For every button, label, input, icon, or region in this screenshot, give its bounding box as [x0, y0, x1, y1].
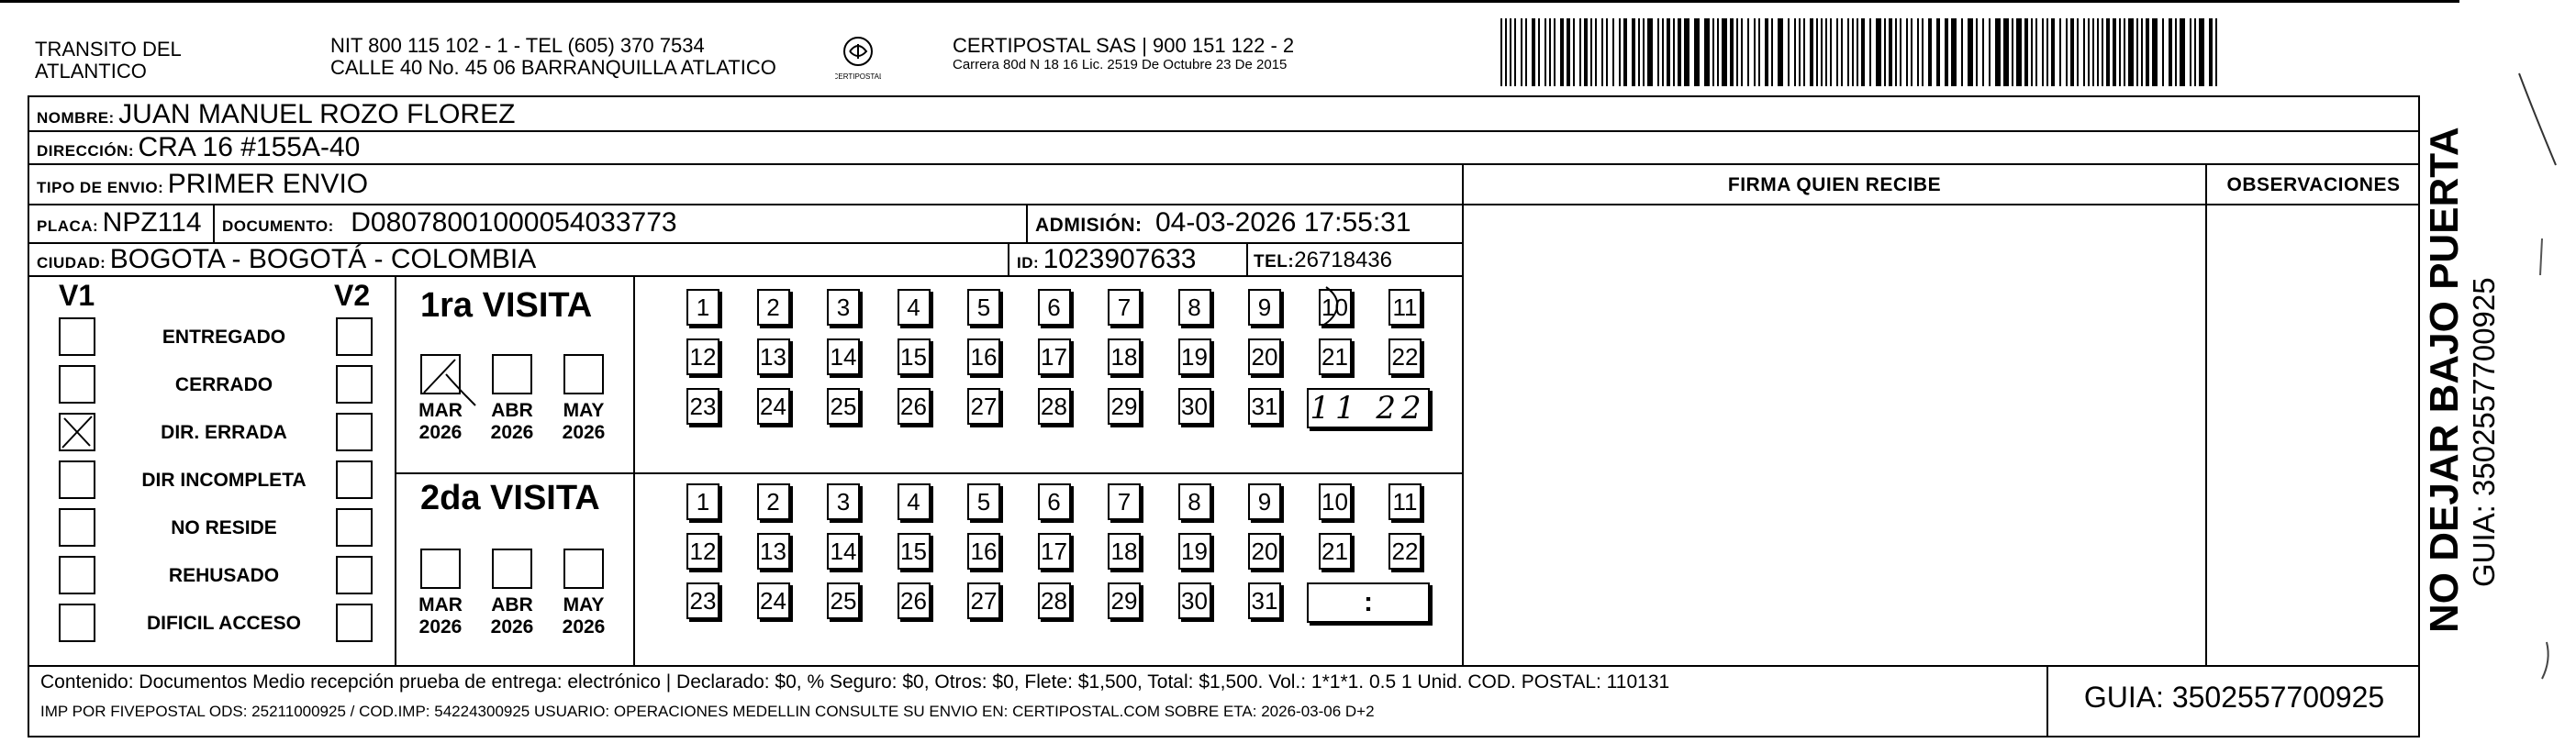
visit2-month-checkbox[interactable] — [563, 549, 604, 589]
barcode-bar — [2106, 18, 2110, 86]
barcode-bar — [1968, 18, 1973, 86]
barcode-bar — [1662, 18, 1664, 86]
barcode-bar — [1704, 18, 1710, 86]
barcode-bar — [1601, 18, 1603, 86]
barcode-bar — [1982, 18, 1984, 86]
visit2-day-box[interactable]: 3 — [827, 483, 860, 520]
license-line: Carrera 80d N 18 16 Lic. 2519 De Octubre 23 De 2015 — [953, 57, 1288, 72]
visit2-day-box[interactable]: 12 — [686, 533, 719, 570]
visit1-day-box[interactable]: 8 — [1178, 289, 1211, 326]
month-name: ABR — [491, 400, 533, 421]
visit2-day-box[interactable]: 14 — [827, 533, 860, 570]
barcode-bar — [1532, 18, 1535, 86]
barcode-bar — [1989, 18, 1991, 86]
barcode-bar — [1895, 18, 1897, 86]
visit2-day-box[interactable]: 30 — [1178, 582, 1211, 619]
cell-divider — [1008, 242, 1009, 275]
visit1-day-box[interactable]: 22 — [1388, 338, 1422, 375]
status-label: NO RESIDE — [171, 517, 277, 538]
row-divider — [28, 163, 2420, 165]
status-v1-checkbox[interactable] — [59, 413, 95, 451]
visit2-month-label — [413, 594, 468, 638]
visit2-day-box[interactable]: 8 — [1178, 483, 1211, 520]
row-divider — [28, 275, 1464, 277]
visit2-day-box[interactable]: 26 — [898, 582, 931, 619]
visit1-day-box[interactable]: 29 — [1108, 388, 1141, 425]
barcode-bar — [1976, 18, 1978, 86]
barcode-bar — [1861, 18, 1865, 86]
panel-divider — [395, 275, 396, 665]
documento-field — [222, 207, 677, 238]
visit2-day-box[interactable]: 2 — [757, 483, 790, 520]
visit1-day-box[interactable]: 1 — [686, 289, 719, 326]
nombre-label: NOMBRE: — [37, 109, 115, 127]
visit2-day-box[interactable]: 20 — [1248, 533, 1281, 570]
certipostal-logo — [835, 33, 881, 90]
visit2-day-box[interactable]: 17 — [1038, 533, 1071, 570]
visit1-day-box[interactable]: 14 — [827, 338, 860, 375]
visit2-day-box[interactable]: 22 — [1388, 533, 1422, 570]
visit2-day-box[interactable]: 16 — [967, 533, 1000, 570]
carrier-info — [953, 35, 1294, 73]
barcode-bar — [1841, 18, 1843, 86]
tipo-label: TIPO DE ENVIO: — [37, 179, 164, 196]
visit1-day-box[interactable]: 15 — [898, 338, 931, 375]
month-name: ABR — [491, 594, 533, 615]
barcode-bar — [2092, 18, 2094, 86]
visit2-month-label — [556, 594, 611, 638]
barcode-bar — [1961, 18, 1963, 86]
tel-label: TEL: — [1254, 252, 1295, 272]
visit1-day-box[interactable]: 21 — [1319, 338, 1352, 375]
barcode-bar — [2083, 18, 2085, 86]
barcode-bar — [2136, 18, 2138, 86]
nombre-value: JUAN MANUEL ROZO FLOREZ — [118, 99, 516, 129]
month-name: MAY — [563, 594, 605, 615]
signature-area[interactable] — [1464, 205, 2205, 664]
direccion-field — [37, 132, 360, 163]
barcode-bar — [1836, 18, 1838, 86]
visit2-day-box[interactable]: 4 — [898, 483, 931, 520]
barcode-bar — [1951, 18, 1957, 86]
visit1-day-box[interactable]: 18 — [1108, 338, 1141, 375]
visit1-day-box[interactable]: 12 — [686, 338, 719, 375]
barcode-bar — [1632, 18, 1635, 86]
visit2-day-box[interactable]: 1 — [686, 483, 719, 520]
v1-header: V1 — [59, 279, 95, 312]
footer-guia: GUIA: 3502557700925 — [2083, 681, 2385, 714]
visit1-day-box[interactable]: 24 — [757, 388, 790, 425]
carrier-line: CERTIPOSTAL SAS | 900 151 122 - 2 — [953, 34, 1295, 57]
barcode-bar — [2180, 18, 2185, 86]
visit2-month-label — [485, 594, 540, 638]
status-v1-checkbox[interactable] — [59, 508, 95, 547]
status-v1-checkbox[interactable] — [59, 365, 95, 404]
visit1-month-label — [413, 400, 468, 444]
placa-field — [37, 207, 202, 238]
status-v2-checkbox[interactable] — [336, 460, 373, 499]
barcode-bar — [1619, 18, 1621, 86]
barcode-bar — [2146, 18, 2149, 86]
barcode-bar — [1945, 18, 1948, 86]
visit1-title: 1ra VISITA — [420, 286, 593, 325]
barcode-bar — [1590, 18, 1592, 86]
barcode-bar — [1657, 18, 1659, 86]
status-label: DIFICIL ACCESO — [146, 613, 301, 634]
barcode-bar — [1560, 18, 1564, 86]
visit2-day-box[interactable]: 31 — [1248, 582, 1281, 619]
side-guia: GUIA: 3502557700925 — [2467, 277, 2501, 587]
barcode-bar — [2102, 18, 2103, 86]
visit1-day-box[interactable]: 4 — [898, 289, 931, 326]
barcode-bar — [1678, 18, 1681, 86]
barcode-bar — [2124, 18, 2125, 86]
tel-value: 26718436 — [1294, 248, 1392, 272]
barcode-bar — [1514, 18, 1516, 86]
barcode-bar — [1995, 18, 2001, 86]
barcode-bar — [2088, 18, 2090, 86]
barcode-bar — [1857, 18, 1858, 86]
barcode-bar — [1722, 18, 1727, 86]
barcode-bar — [2024, 18, 2028, 86]
barcode-bar — [1584, 18, 1588, 86]
cell-divider — [1246, 242, 1248, 275]
observaciones-header: OBSERVACIONES — [2226, 174, 2401, 195]
status-v1-checkbox[interactable] — [59, 460, 95, 499]
month-name: MAY — [563, 400, 605, 421]
barcode-bar — [1900, 18, 1901, 86]
status-v1-checkbox[interactable] — [59, 556, 95, 594]
admision-value: 04-03-2026 17:55:31 — [1154, 207, 1411, 238]
month-year: 2026 — [418, 422, 463, 443]
row-divider — [28, 130, 2420, 132]
barcode-bar — [1712, 18, 1714, 86]
visit1-day-box[interactable]: 6 — [1038, 289, 1071, 326]
issuer-name — [35, 39, 182, 83]
visit2-day-box[interactable]: 19 — [1178, 533, 1211, 570]
barcode-bar — [1500, 18, 1502, 86]
visit1-day-box[interactable]: 28 — [1038, 388, 1071, 425]
barcode-bar — [1906, 18, 1908, 86]
barcode-bar — [1754, 18, 1756, 86]
visit1-day-box[interactable]: 16 — [967, 338, 1000, 375]
logo-text: CERTIPOSTAL — [835, 72, 881, 81]
barcode-bar — [1673, 18, 1675, 86]
barcode-bar — [1573, 18, 1575, 86]
visit1-month-label — [556, 400, 611, 444]
status-v2-checkbox[interactable] — [336, 556, 373, 594]
barcode-bar — [2035, 18, 2037, 86]
documento-value: D08078001000054033773 — [351, 207, 677, 238]
barcode-bar — [1884, 18, 1886, 86]
barcode-bar — [1928, 18, 1932, 86]
visit2-day-box[interactable]: 9 — [1248, 483, 1281, 520]
direccion-label: DIRECCIÓN: — [37, 142, 135, 160]
issuer-line-1: TRANSITO DEL — [35, 38, 182, 61]
documento-label: DOCUMENTO: — [222, 217, 334, 235]
visit2-day-box[interactable]: 25 — [827, 582, 860, 619]
nombre-field — [37, 99, 515, 130]
month-year: 2026 — [490, 616, 534, 638]
barcode-bar — [2066, 18, 2068, 86]
barcode-bar — [1771, 18, 1773, 86]
barcode-bar — [1736, 18, 1738, 86]
month-name: MAR — [418, 594, 463, 615]
visit2-day-box[interactable]: 5 — [967, 483, 1000, 520]
barcode-bar — [1852, 18, 1854, 86]
tipo-value: PRIMER ENVIO — [167, 169, 369, 199]
visit2-day-box[interactable]: 10 — [1319, 483, 1352, 520]
barcode-bar — [1579, 18, 1581, 86]
barcode-bar — [1505, 18, 1507, 86]
admision-field — [1035, 207, 1411, 238]
firma-header: FIRMA QUIEN RECIBE — [1727, 174, 1942, 195]
barcode-bar — [2042, 18, 2044, 86]
visit1-month-checkbox[interactable] — [563, 354, 604, 394]
id-label: ID: — [1017, 254, 1040, 272]
visit1-day-box[interactable]: 7 — [1108, 289, 1141, 326]
cell-divider — [1026, 204, 1028, 242]
tel-field — [1254, 248, 1392, 273]
barcode-bar — [2077, 18, 2079, 86]
visit1-day-box[interactable]: 5 — [967, 289, 1000, 326]
visit1-day-box[interactable]: 11 — [1388, 289, 1422, 326]
v2-header: V2 — [334, 279, 371, 312]
visit2-month-checkbox[interactable] — [420, 549, 461, 589]
barcode-bar — [1525, 18, 1527, 86]
visit1-month-checkbox[interactable] — [492, 354, 532, 394]
status-label: DIR INCOMPLETA — [141, 470, 307, 491]
barcode-bar — [1623, 18, 1627, 86]
issuer-line-2: ATLANTICO — [35, 60, 147, 83]
visit2-day-box[interactable]: 29 — [1108, 582, 1141, 619]
status-v1-checkbox[interactable] — [59, 317, 95, 356]
barcode-bar — [1825, 18, 1827, 86]
month-year: 2026 — [418, 616, 463, 638]
barcode-bar — [1830, 18, 1832, 86]
issuer-contact — [330, 35, 776, 79]
visit1-day-box[interactable]: 17 — [1038, 338, 1071, 375]
visit2-day-box[interactable]: 18 — [1108, 533, 1141, 570]
barcode-bar — [1667, 18, 1670, 86]
barcode-bar — [2175, 18, 2177, 86]
status-label: CERRADO — [174, 374, 273, 395]
barcode-bar — [1643, 18, 1645, 86]
visit2-title: 2da VISITA — [420, 479, 600, 517]
admision-label: ADMISIÓN: — [1035, 215, 1143, 236]
visit2-day-box[interactable]: 6 — [1038, 483, 1071, 520]
visit1-day-box[interactable]: 31 — [1248, 388, 1281, 425]
barcode-bar — [2162, 18, 2164, 86]
barcode-bar — [2215, 18, 2217, 86]
status-v2-checkbox[interactable] — [336, 604, 373, 642]
visit2-day-box[interactable]: 27 — [967, 582, 1000, 619]
tipo-envio-field — [37, 169, 368, 200]
visit1-day-box[interactable]: 13 — [757, 338, 790, 375]
ciudad-field — [37, 244, 536, 275]
visit2-day-box[interactable]: 13 — [757, 533, 790, 570]
status-v2-checkbox[interactable] — [336, 413, 373, 451]
barcode-bar — [1684, 18, 1689, 86]
barcode-bar — [1765, 18, 1768, 86]
barcode-bar — [2190, 18, 2191, 86]
visit1-day-box[interactable]: 27 — [967, 388, 1000, 425]
barcode-bar — [2031, 18, 2033, 86]
barcode-bar — [1936, 18, 1940, 86]
status-label: DIR. ERRADA — [161, 422, 287, 443]
barcode-bar — [1595, 18, 1597, 86]
visit2-day-box[interactable]: 24 — [757, 582, 790, 619]
barcode-bar — [1821, 18, 1823, 86]
barcode-bar — [1758, 18, 1760, 86]
barcode-bar — [1567, 18, 1570, 86]
barcode-bar — [2113, 18, 2116, 86]
status-v2-checkbox[interactable] — [336, 365, 373, 404]
barcode-bar — [1638, 18, 1640, 86]
visit2-month-checkbox[interactable] — [492, 549, 532, 589]
barcode-bar — [1730, 18, 1734, 86]
nit-line: NIT 800 115 102 - 1 - TEL (605) 370 7534 — [330, 34, 705, 57]
ciudad-value: BOGOTA - BOGOTÁ - COLOMBIA — [109, 244, 537, 274]
barcode-bar — [1803, 18, 1805, 86]
barcode-bar — [2199, 18, 2204, 86]
placa-label: PLACA: — [37, 217, 99, 235]
barcode-bar — [2169, 18, 2172, 86]
barcode-bar — [1741, 18, 1743, 86]
barcode-bar — [1717, 18, 1719, 86]
barcode-bar — [2051, 18, 2055, 86]
barcode-bar — [2012, 18, 2013, 86]
status-v1-checkbox[interactable] — [59, 604, 95, 642]
barcode-bar — [2003, 18, 2009, 86]
barcode-bar — [1510, 18, 1511, 86]
visit2-time-box[interactable]: : — [1307, 582, 1430, 623]
visit1-day-box[interactable]: 30 — [1178, 388, 1211, 425]
barcode-bar — [1747, 18, 1749, 86]
observations-area[interactable] — [2207, 205, 2420, 664]
barcode-bar — [1788, 18, 1790, 86]
status-v2-checkbox[interactable] — [336, 508, 373, 547]
visit1-day-box[interactable]: 23 — [686, 388, 719, 425]
footer-divider — [28, 665, 2420, 667]
barcode-bar — [1889, 18, 1892, 86]
visit2-day-box[interactable]: 23 — [686, 582, 719, 619]
barcode-bar — [1816, 18, 1818, 86]
panel-divider — [633, 275, 635, 665]
cell-divider — [213, 204, 215, 242]
barcode-bar — [1778, 18, 1783, 86]
barcode-bar — [1876, 18, 1881, 86]
visit1-day-box[interactable]: 2 — [757, 289, 790, 326]
barcode-bar — [2119, 18, 2121, 86]
barcode-bar — [1794, 18, 1796, 86]
month-year: 2026 — [562, 422, 606, 443]
visit1-month-checkbox[interactable] — [420, 354, 461, 394]
visit-divider — [395, 472, 1464, 474]
barcode-bar — [1799, 18, 1801, 86]
visit2-day-box[interactable]: 7 — [1108, 483, 1141, 520]
barcode — [1500, 18, 2225, 86]
barcode-bar — [1869, 18, 1871, 86]
visit1-month-label — [485, 400, 540, 444]
id-value: 1023907633 — [1043, 244, 1197, 274]
direccion-value: CRA 16 #155A-40 — [138, 132, 361, 162]
barcode-bar — [1922, 18, 1924, 86]
barcode-bar — [2152, 18, 2158, 86]
visit1-handwritten-time[interactable]: 11 22 — [1307, 388, 1430, 428]
month-year: 2026 — [490, 422, 534, 443]
scan-marks — [2515, 55, 2570, 697]
barcode-bar — [1521, 18, 1522, 86]
barcode-bar — [1612, 18, 1614, 86]
month-name: MAR — [418, 400, 463, 421]
visit2-day-box[interactable]: 11 — [1388, 483, 1422, 520]
barcode-bar — [2070, 18, 2074, 86]
visit1-day-box[interactable]: 3 — [827, 289, 860, 326]
barcode-bar — [2141, 18, 2143, 86]
visit2-day-box[interactable]: 15 — [898, 533, 931, 570]
barcode-bar — [2128, 18, 2134, 86]
visit1-day-box[interactable]: 25 — [827, 388, 860, 425]
visit1-day-box[interactable]: 19 — [1178, 338, 1211, 375]
barcode-bar — [1647, 18, 1653, 86]
barcode-bar — [1549, 18, 1551, 86]
status-label: ENTREGADO — [162, 327, 286, 348]
barcode-bar — [2046, 18, 2048, 86]
barcode-bar — [2097, 18, 2099, 86]
visit1-day-box[interactable]: 9 — [1248, 289, 1281, 326]
barcode-bar — [2194, 18, 2196, 86]
month-year: 2026 — [562, 616, 606, 638]
visit2-day-box[interactable]: 21 — [1319, 533, 1352, 570]
barcode-bar — [1554, 18, 1556, 86]
barcode-bar — [1606, 18, 1608, 86]
placa-value: NPZ114 — [102, 207, 202, 238]
visit1-day-box[interactable]: 26 — [898, 388, 931, 425]
barcode-bar — [2059, 18, 2061, 86]
footer-imp-line: IMP POR FIVEPOSTAL ODS: 25211000925 / COD.IMP: 54224300925 USUARIO: OPERACIONES MEDELLIN CONSULTE SU ENVIO EN: CERTIPOSTAL.COM SOBRE ETA: 2026-03-06 D+2 — [40, 703, 1375, 720]
footer-content-line: Contenido: Documentos Medio recepción prueba de entrega: electrónico | Declarado: $0, % Seguro: $0, Otros: $0, Flete: $1,500, Total: $1,500. Vol.: 1*1*1. 0.5 1 Unid. COD. POSTAL: 110131 — [40, 671, 1670, 693]
barcode-bar — [1544, 18, 1546, 86]
barcode-bar — [1810, 18, 1813, 86]
visit1-day-box[interactable]: 10 — [1319, 289, 1352, 326]
visit2-day-box[interactable]: 28 — [1038, 582, 1071, 619]
barcode-bar — [1911, 18, 1912, 86]
barcode-bar — [2016, 18, 2022, 86]
top-rule — [0, 0, 2459, 3]
no-dejar-bajo-puerta: NO DEJAR BAJO PUERTA — [2422, 127, 2467, 633]
barcode-bar — [2209, 18, 2213, 86]
barcode-bar — [1847, 18, 1849, 86]
ciudad-label: CIUDAD: — [37, 254, 106, 272]
barcode-bar — [1917, 18, 1919, 86]
status-v2-checkbox[interactable] — [336, 317, 373, 356]
status-label: REHUSADO — [168, 565, 280, 586]
barcode-bar — [1694, 18, 1700, 86]
address-line: CALLE 40 No. 45 06 BARRANQUILLA ATLATICO — [330, 56, 776, 79]
visit1-day-box[interactable]: 20 — [1248, 338, 1281, 375]
id-field — [1017, 244, 1196, 275]
barcode-bar — [1538, 18, 1540, 86]
